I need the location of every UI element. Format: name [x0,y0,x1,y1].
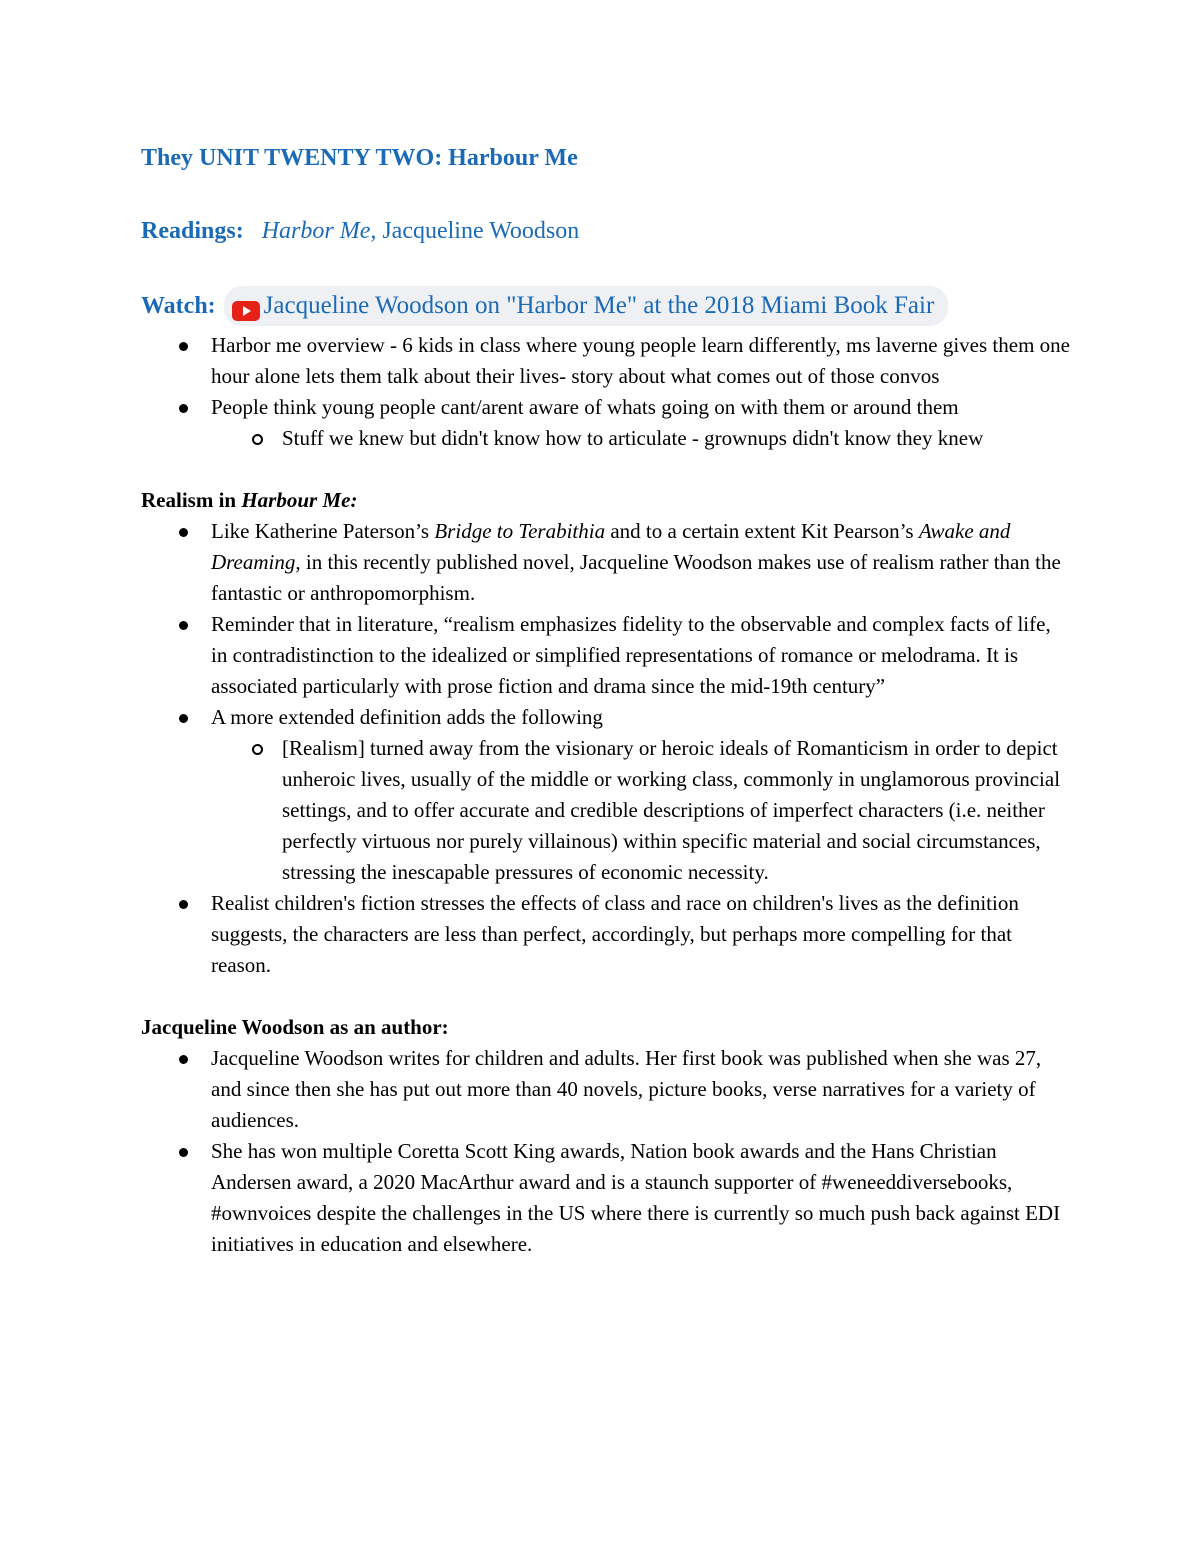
sub-list-item: [Realism] turned away from the visionary or heroic ideals of Romanticism in order to depict unheroic lives, usually of the middle or working class, commonly in unglamorous provincial settings, and to offer accurate and credible descriptions of imperfect characters (i.e. neither perfectly virtuous nor purely villainous) within specific material and social circumstances, stressing the inescapable pressures of economic necessity. [141,733,1071,888]
sub-list [211,733,1071,888]
list-item: Jacqueline Woodson writes for children and adults. Her first book was published when she was 27, and since then she has put out more than 40 novels, picture books, verse narratives for a variety of audiences. [141,1043,1071,1136]
bullet-dot [179,1055,188,1064]
watch-label: Watch: [141,293,216,319]
list-item: She has won multiple Coretta Scott King awards, Nation book awards and the Hans Christian Andersen award, a 2020 MacArthur award and is a staunch supporter of #weneeddiversebooks, #ownvoices despite the challenges in the US where there is currently so much push back against EDI initiatives in education and elsewhere. [141,1136,1071,1260]
watch-line [141,286,1071,326]
sub-list [211,423,1071,454]
realism-heading: Realism in Harbour Me: [141,488,358,512]
bullet-dot [179,900,188,909]
bullet-circle [252,744,263,755]
bullet-dot [179,342,188,351]
readings-line [141,213,1071,249]
bullet-circle [252,434,263,445]
list-item: Reminder that in literature, “realism emphasizes fidelity to the observable and complex facts of life, in contradistinction to the idealized or simplified representations of romance or melodrama. It is associated particularly with prose fiction and drama since the mid-19th century” [141,609,1071,702]
youtube-link-text: Jacqueline Woodson on "Harbor Me" at the 2018 Miami Book Fair [263,292,935,319]
youtube-icon [232,296,260,316]
bullet-dot [179,621,188,630]
readings-author: Jacqueline Woodson [376,218,580,244]
list-item: A more extended definition adds the following [Realism] turned away from the visionary or heroic ideals of Romanticism in order to depict unheroic lives, usually of the middle or working class, commonly in unglamorous provincial settings, and to offer accurate and credible descriptions of imperfect characters (i.e. neither perfectly virtuous nor purely villainous) within specific material and social circumstances, stressing the inescapable pressures of economic necessity. [141,702,1071,888]
readings-label: Readings: [141,218,244,244]
realism-section [141,485,1071,981]
author-section [141,1012,1071,1260]
bullet-dot [179,528,188,537]
document-body [141,140,1071,1260]
unit-title: They UNIT TWENTY TWO: Harbour Me [141,145,578,171]
watch-notes-list [141,330,1071,454]
author-list [141,1043,1071,1260]
author-heading: Jacqueline Woodson as an author: [141,1015,449,1039]
list-item: Harbor me overview - 6 kids in class where young people learn differently, ms laverne gives them one hour alone lets them talk about their lives- story about what comes out of those convos [141,330,1071,392]
bullet-dot [179,404,188,413]
list-item: People think young people cant/arent aware of whats going on with them or around them Stuff we knew but didn't know how to articulate - grownups didn't know they knew [141,392,1071,454]
realism-list [141,516,1071,981]
youtube-link-chip[interactable] [224,286,949,326]
sub-list-item: Stuff we knew but didn't know how to articulate - grownups didn't know they knew [141,423,1071,454]
list-item: Realist children's fiction stresses the effects of class and race on children's lives as the definition suggests, the characters are less than perfect, accordingly, but perhaps more compelling for that reason. [141,888,1071,981]
list-item: Like Katherine Paterson’s Bridge to Terabithia and to a certain extent Kit Pearson’s Awake and Dreaming, in this recently published novel, Jacqueline Woodson makes use of realism rather than the fantastic or anthropomorphism. [141,516,1071,609]
bullet-dot [179,714,188,723]
bullet-dot [179,1148,188,1157]
readings-book-title: Harbor Me, [261,218,377,244]
